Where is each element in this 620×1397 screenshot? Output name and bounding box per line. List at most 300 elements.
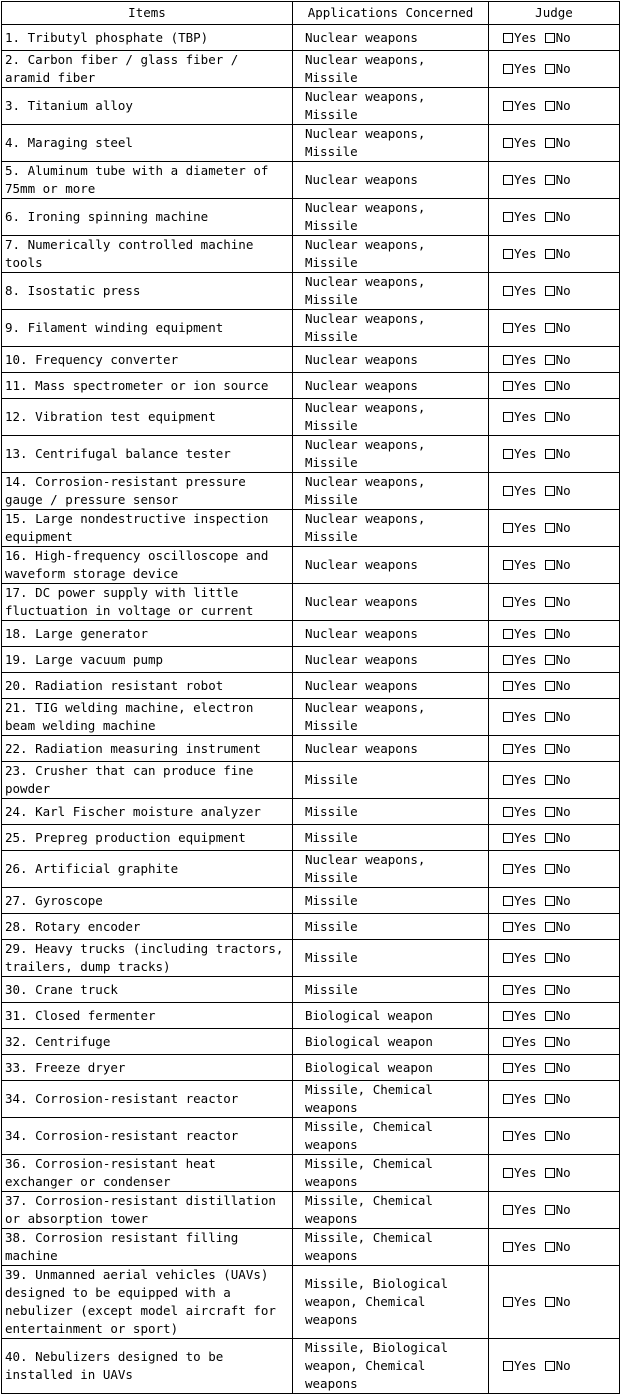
- application-cell: Missile, Chemical weapons: [293, 1118, 489, 1155]
- table-row: [2, 1155, 620, 1192]
- application-cell: Missile: [293, 914, 489, 940]
- no-checkbox[interactable]: [545, 1205, 555, 1215]
- no-label: No: [555, 351, 571, 367]
- no-checkbox[interactable]: [545, 412, 555, 422]
- application-cell: Nuclear weapons: [293, 25, 489, 51]
- yes-label: Yes: [514, 209, 537, 224]
- no-label: No: [555, 61, 571, 76]
- no-checkbox[interactable]: [545, 101, 555, 111]
- application-cell: Nuclear weapons, Missile: [293, 699, 489, 736]
- yes-label: Yes: [514, 1059, 537, 1075]
- application-cell: Nuclear weapons: [293, 584, 489, 621]
- yes-checkbox[interactable]: [503, 807, 513, 817]
- no-label: No: [555, 1358, 571, 1373]
- no-label: No: [555, 892, 571, 908]
- judge-header: Judge: [489, 2, 620, 25]
- application-cell: Nuclear weapons, Missile: [293, 473, 489, 510]
- table-row: [2, 436, 620, 473]
- no-checkbox[interactable]: [545, 1063, 555, 1073]
- judge-cell: [489, 799, 620, 825]
- judge-cell: [489, 673, 620, 699]
- no-checkbox[interactable]: [545, 249, 555, 259]
- no-label: No: [555, 29, 571, 45]
- application-cell: Nuclear weapons, Missile: [293, 51, 489, 88]
- item-cell: 23. Crusher that can produce fine powder: [2, 762, 293, 799]
- application-cell: Nuclear weapons: [293, 621, 489, 647]
- no-checkbox[interactable]: [545, 381, 555, 391]
- yes-checkbox[interactable]: [503, 175, 513, 185]
- table-row: [2, 673, 620, 699]
- item-cell: 16. High-frequency oscilloscope and waveform storage device: [2, 547, 293, 584]
- application-cell: Missile, Biological weapon, Chemical weapons: [293, 1339, 489, 1394]
- yes-label: Yes: [514, 61, 537, 76]
- application-cell: Nuclear weapons, Missile: [293, 510, 489, 547]
- no-label: No: [555, 829, 571, 845]
- no-label: No: [555, 950, 571, 965]
- yes-label: Yes: [514, 861, 537, 876]
- yes-checkbox[interactable]: [503, 412, 513, 422]
- yes-label: Yes: [514, 1091, 537, 1106]
- yes-label: Yes: [514, 135, 537, 150]
- yes-label: Yes: [514, 625, 537, 641]
- no-label: No: [555, 557, 571, 572]
- item-cell: 32. Centrifuge: [2, 1029, 293, 1055]
- yes-checkbox[interactable]: [503, 33, 513, 43]
- yes-checkbox[interactable]: [503, 1037, 513, 1047]
- table-row: [2, 940, 620, 977]
- no-checkbox[interactable]: [545, 922, 555, 932]
- yes-checkbox[interactable]: [503, 655, 513, 665]
- item-cell: 3. Titanium alloy: [2, 88, 293, 125]
- applications-header: Applications Concerned: [293, 2, 489, 25]
- judge-cell: [489, 851, 620, 888]
- yes-checkbox[interactable]: [503, 985, 513, 995]
- no-label: No: [555, 625, 571, 641]
- table-row: [2, 799, 620, 825]
- item-cell: 25. Prepreg production equipment: [2, 825, 293, 851]
- yes-label: Yes: [514, 409, 537, 424]
- no-label: No: [555, 709, 571, 724]
- table-row: [2, 1266, 620, 1339]
- no-label: No: [555, 651, 571, 667]
- yes-checkbox[interactable]: [503, 629, 513, 639]
- no-checkbox[interactable]: [545, 1037, 555, 1047]
- yes-checkbox[interactable]: [503, 597, 513, 607]
- no-label: No: [555, 861, 571, 876]
- item-cell: 12. Vibration test equipment: [2, 399, 293, 436]
- judge-cell: [489, 310, 620, 347]
- no-label: No: [555, 677, 571, 693]
- item-cell: 2. Carbon fiber / glass fiber / aramid fiber: [2, 51, 293, 88]
- yes-label: Yes: [514, 1128, 537, 1143]
- judge-cell: [489, 25, 620, 51]
- judge-cell: [489, 1029, 620, 1055]
- no-label: No: [555, 1091, 571, 1106]
- no-label: No: [555, 1033, 571, 1049]
- yes-label: Yes: [514, 1294, 537, 1309]
- table-row: [2, 584, 620, 621]
- judge-cell: [489, 399, 620, 436]
- judge-cell: [489, 940, 620, 977]
- table-row: [2, 310, 620, 347]
- item-cell: 15. Large nondestructive inspection equipment: [2, 510, 293, 547]
- application-cell: Nuclear weapons: [293, 162, 489, 199]
- no-checkbox[interactable]: [545, 1131, 555, 1141]
- application-cell: Nuclear weapons: [293, 736, 489, 762]
- table-row: [2, 273, 620, 310]
- application-cell: Biological weapon: [293, 1003, 489, 1029]
- table-row: [2, 236, 620, 273]
- no-checkbox[interactable]: [545, 175, 555, 185]
- yes-label: Yes: [514, 483, 537, 498]
- no-checkbox[interactable]: [545, 1094, 555, 1104]
- table-row: [2, 399, 620, 436]
- judge-cell: [489, 621, 620, 647]
- judge-cell: [489, 584, 620, 621]
- no-checkbox[interactable]: [545, 807, 555, 817]
- table-row: [2, 473, 620, 510]
- application-cell: Nuclear weapons, Missile: [293, 310, 489, 347]
- yes-checkbox[interactable]: [503, 486, 513, 496]
- table-row: [2, 699, 620, 736]
- item-cell: 40. Nebulizers designed to be installed in UAVs: [2, 1339, 293, 1394]
- no-label: No: [555, 740, 571, 756]
- no-checkbox[interactable]: [545, 560, 555, 570]
- table-row: [2, 1029, 620, 1055]
- yes-checkbox[interactable]: [503, 560, 513, 570]
- table-row: [2, 51, 620, 88]
- table-row: [2, 977, 620, 1003]
- no-checkbox[interactable]: [545, 33, 555, 43]
- item-cell: 39. Unmanned aerial vehicles (UAVs) designed to be equipped with a nebulizer (except model aircraft for entertainment or sport): [2, 1266, 293, 1339]
- application-cell: Missile, Chemical weapons: [293, 1155, 489, 1192]
- application-cell: Nuclear weapons, Missile: [293, 88, 489, 125]
- yes-checkbox[interactable]: [503, 101, 513, 111]
- no-label: No: [555, 1239, 571, 1254]
- item-cell: 4. Maraging steel: [2, 125, 293, 162]
- table-row: [2, 125, 620, 162]
- judge-cell: [489, 1003, 620, 1029]
- application-cell: Missile, Chemical weapons: [293, 1081, 489, 1118]
- no-checkbox[interactable]: [545, 355, 555, 365]
- no-checkbox[interactable]: [545, 681, 555, 691]
- no-checkbox[interactable]: [545, 655, 555, 665]
- judge-cell: [489, 699, 620, 736]
- judge-cell: [489, 736, 620, 762]
- no-checkbox[interactable]: [545, 953, 555, 963]
- no-label: No: [555, 1128, 571, 1143]
- yes-label: Yes: [514, 1358, 537, 1373]
- no-label: No: [555, 803, 571, 819]
- yes-label: Yes: [514, 98, 537, 113]
- no-label: No: [555, 135, 571, 150]
- item-cell: 27. Gyroscope: [2, 888, 293, 914]
- item-cell: 17. DC power supply with little fluctuation in voltage or current: [2, 584, 293, 621]
- item-cell: 36. Corrosion-resistant heat exchanger or condenser: [2, 1155, 293, 1192]
- yes-checkbox[interactable]: [503, 64, 513, 74]
- yes-checkbox[interactable]: [503, 1361, 513, 1371]
- yes-checkbox[interactable]: [503, 1297, 513, 1307]
- application-cell: Nuclear weapons: [293, 373, 489, 399]
- no-checkbox[interactable]: [545, 833, 555, 843]
- yes-checkbox[interactable]: [503, 833, 513, 843]
- application-cell: Missile, Biological weapon, Chemical weapons: [293, 1266, 489, 1339]
- no-checkbox[interactable]: [545, 138, 555, 148]
- application-cell: Missile: [293, 940, 489, 977]
- yes-checkbox[interactable]: [503, 775, 513, 785]
- yes-checkbox[interactable]: [503, 249, 513, 259]
- item-cell: 6. Ironing spinning machine: [2, 199, 293, 236]
- judge-cell: [489, 236, 620, 273]
- item-cell: 26. Artificial graphite: [2, 851, 293, 888]
- judge-cell: [489, 1229, 620, 1266]
- yes-label: Yes: [514, 1165, 537, 1180]
- yes-label: Yes: [514, 446, 537, 461]
- yes-checkbox[interactable]: [503, 323, 513, 333]
- judge-cell: [489, 825, 620, 851]
- yes-checkbox[interactable]: [503, 523, 513, 533]
- item-cell: 9. Filament winding equipment: [2, 310, 293, 347]
- no-label: No: [555, 1059, 571, 1075]
- judge-cell: [489, 1192, 620, 1229]
- application-cell: Nuclear weapons, Missile: [293, 125, 489, 162]
- table-row: [2, 1055, 620, 1081]
- no-label: No: [555, 918, 571, 934]
- yes-checkbox[interactable]: [503, 864, 513, 874]
- yes-checkbox[interactable]: [503, 1131, 513, 1141]
- no-label: No: [555, 209, 571, 224]
- item-cell: 18. Large generator: [2, 621, 293, 647]
- no-checkbox[interactable]: [545, 597, 555, 607]
- judge-cell: [489, 977, 620, 1003]
- yes-checkbox[interactable]: [503, 138, 513, 148]
- judge-cell: [489, 347, 620, 373]
- application-cell: Missile: [293, 762, 489, 799]
- judge-cell: [489, 1266, 620, 1339]
- application-cell: Nuclear weapons: [293, 547, 489, 584]
- judge-cell: [489, 510, 620, 547]
- yes-checkbox[interactable]: [503, 1063, 513, 1073]
- item-cell: 19. Large vacuum pump: [2, 647, 293, 673]
- no-checkbox[interactable]: [545, 523, 555, 533]
- yes-checkbox[interactable]: [503, 953, 513, 963]
- no-label: No: [555, 1202, 571, 1217]
- yes-checkbox[interactable]: [503, 712, 513, 722]
- yes-label: Yes: [514, 283, 537, 298]
- judge-cell: [489, 914, 620, 940]
- yes-label: Yes: [514, 320, 537, 335]
- item-cell: 29. Heavy trucks (including tractors, trailers, dump tracks): [2, 940, 293, 977]
- table-row: [2, 647, 620, 673]
- yes-label: Yes: [514, 740, 537, 756]
- no-label: No: [555, 320, 571, 335]
- item-cell: 8. Isostatic press: [2, 273, 293, 310]
- yes-checkbox[interactable]: [503, 381, 513, 391]
- no-label: No: [555, 409, 571, 424]
- table-row: [2, 1118, 620, 1155]
- item-cell: 22. Radiation measuring instrument: [2, 736, 293, 762]
- yes-label: Yes: [514, 1033, 537, 1049]
- table-row: [2, 510, 620, 547]
- application-cell: Nuclear weapons, Missile: [293, 851, 489, 888]
- yes-label: Yes: [514, 651, 537, 667]
- no-checkbox[interactable]: [545, 486, 555, 496]
- table-row: [2, 88, 620, 125]
- yes-checkbox[interactable]: [503, 681, 513, 691]
- no-checkbox[interactable]: [545, 775, 555, 785]
- header-row: [2, 2, 620, 25]
- table-row: [2, 1229, 620, 1266]
- application-cell: Nuclear weapons, Missile: [293, 399, 489, 436]
- yes-label: Yes: [514, 351, 537, 367]
- item-cell: 28. Rotary encoder: [2, 914, 293, 940]
- yes-checkbox[interactable]: [503, 286, 513, 296]
- application-cell: Missile: [293, 799, 489, 825]
- application-cell: Missile: [293, 977, 489, 1003]
- yes-label: Yes: [514, 29, 537, 45]
- judge-cell: [489, 1118, 620, 1155]
- yes-label: Yes: [514, 1202, 537, 1217]
- yes-checkbox[interactable]: [503, 1242, 513, 1252]
- table-row: [2, 888, 620, 914]
- item-cell: 14. Corrosion-resistant pressure gauge / pressure sensor: [2, 473, 293, 510]
- no-label: No: [555, 1007, 571, 1023]
- judge-cell: [489, 888, 620, 914]
- items-header: Items: [2, 2, 293, 25]
- item-cell: 33. Freeze dryer: [2, 1055, 293, 1081]
- no-checkbox[interactable]: [545, 212, 555, 222]
- yes-label: Yes: [514, 829, 537, 845]
- yes-checkbox[interactable]: [503, 449, 513, 459]
- judge-cell: [489, 51, 620, 88]
- item-cell: 24. Karl Fischer moisture analyzer: [2, 799, 293, 825]
- item-cell: 21. TIG welding machine, electron beam welding machine: [2, 699, 293, 736]
- yes-checkbox[interactable]: [503, 1011, 513, 1021]
- application-cell: Nuclear weapons: [293, 647, 489, 673]
- table-row: [2, 736, 620, 762]
- yes-label: Yes: [514, 950, 537, 965]
- item-cell: 34. Corrosion-resistant reactor: [2, 1118, 293, 1155]
- no-label: No: [555, 1165, 571, 1180]
- yes-label: Yes: [514, 772, 537, 787]
- yes-label: Yes: [514, 709, 537, 724]
- no-checkbox[interactable]: [545, 896, 555, 906]
- no-checkbox[interactable]: [545, 629, 555, 639]
- judge-cell: [489, 762, 620, 799]
- yes-label: Yes: [514, 677, 537, 693]
- no-label: No: [555, 246, 571, 261]
- table-row: [2, 373, 620, 399]
- application-cell: Nuclear weapons: [293, 673, 489, 699]
- yes-label: Yes: [514, 246, 537, 261]
- no-checkbox[interactable]: [545, 449, 555, 459]
- application-cell: Biological weapon: [293, 1029, 489, 1055]
- no-checkbox[interactable]: [545, 1242, 555, 1252]
- judge-cell: [489, 273, 620, 310]
- no-checkbox[interactable]: [545, 744, 555, 754]
- no-checkbox[interactable]: [545, 1361, 555, 1371]
- yes-label: Yes: [514, 1007, 537, 1023]
- yes-checkbox[interactable]: [503, 922, 513, 932]
- yes-checkbox[interactable]: [503, 355, 513, 365]
- no-checkbox[interactable]: [545, 286, 555, 296]
- no-checkbox[interactable]: [545, 985, 555, 995]
- application-cell: Missile, Chemical weapons: [293, 1229, 489, 1266]
- item-cell: 38. Corrosion resistant filling machine: [2, 1229, 293, 1266]
- application-cell: Nuclear weapons, Missile: [293, 199, 489, 236]
- yes-label: Yes: [514, 981, 537, 997]
- table-row: [2, 1192, 620, 1229]
- yes-label: Yes: [514, 1239, 537, 1254]
- no-checkbox[interactable]: [545, 1011, 555, 1021]
- judge-cell: [489, 125, 620, 162]
- application-cell: Nuclear weapons, Missile: [293, 436, 489, 473]
- item-cell: 31. Closed fermenter: [2, 1003, 293, 1029]
- table-row: [2, 1003, 620, 1029]
- judge-cell: [489, 199, 620, 236]
- no-label: No: [555, 172, 571, 187]
- no-label: No: [555, 98, 571, 113]
- no-label: No: [555, 377, 571, 393]
- yes-checkbox[interactable]: [503, 896, 513, 906]
- no-checkbox[interactable]: [545, 1297, 555, 1307]
- table-row: [2, 1339, 620, 1394]
- judge-cell: [489, 1339, 620, 1394]
- item-cell: 10. Frequency converter: [2, 347, 293, 373]
- no-label: No: [555, 981, 571, 997]
- application-cell: Biological weapon: [293, 1055, 489, 1081]
- yes-label: Yes: [514, 918, 537, 934]
- table-row: [2, 1081, 620, 1118]
- yes-label: Yes: [514, 594, 537, 609]
- yes-label: Yes: [514, 520, 537, 535]
- item-cell: 11. Mass spectrometer or ion source: [2, 373, 293, 399]
- item-cell: 5. Aluminum tube with a diameter of 75mm or more: [2, 162, 293, 199]
- item-cell: 34. Corrosion-resistant reactor: [2, 1081, 293, 1118]
- no-checkbox[interactable]: [545, 64, 555, 74]
- yes-checkbox[interactable]: [503, 212, 513, 222]
- judge-cell: [489, 1055, 620, 1081]
- application-cell: Missile: [293, 888, 489, 914]
- no-checkbox[interactable]: [545, 864, 555, 874]
- table-row: [2, 621, 620, 647]
- table-row: [2, 914, 620, 940]
- judge-cell: [489, 1155, 620, 1192]
- judge-cell: [489, 162, 620, 199]
- no-label: No: [555, 520, 571, 535]
- no-checkbox[interactable]: [545, 1168, 555, 1178]
- yes-label: Yes: [514, 803, 537, 819]
- yes-checkbox[interactable]: [503, 1168, 513, 1178]
- yes-checkbox[interactable]: [503, 1094, 513, 1104]
- application-cell: Nuclear weapons, Missile: [293, 236, 489, 273]
- no-checkbox[interactable]: [545, 712, 555, 722]
- item-cell: 30. Crane truck: [2, 977, 293, 1003]
- table-row: [2, 547, 620, 584]
- judge-cell: [489, 373, 620, 399]
- application-cell: Missile: [293, 825, 489, 851]
- judge-cell: [489, 473, 620, 510]
- no-checkbox[interactable]: [545, 323, 555, 333]
- yes-checkbox[interactable]: [503, 744, 513, 754]
- items-judge-table: [1, 1, 620, 1394]
- table-row: [2, 162, 620, 199]
- no-label: No: [555, 594, 571, 609]
- judge-cell: [489, 647, 620, 673]
- table-row: [2, 347, 620, 373]
- item-cell: 20. Radiation resistant robot: [2, 673, 293, 699]
- yes-checkbox[interactable]: [503, 1205, 513, 1215]
